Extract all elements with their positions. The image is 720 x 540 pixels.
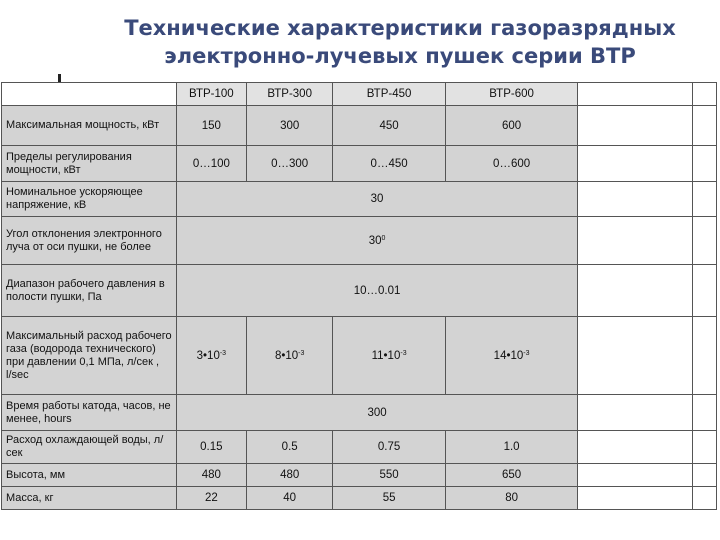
cell-value	[247, 317, 333, 395]
cell-value: 480	[247, 464, 333, 487]
cell-value: 0.75	[333, 431, 445, 464]
cell-value	[445, 317, 578, 395]
empty-cell	[692, 182, 716, 217]
title-line-1: Технические характеристики газоразрядных	[124, 16, 676, 40]
header-model: ВТР-300	[247, 83, 333, 106]
empty-cell	[578, 487, 692, 510]
row-label: Максимальный расход рабочего газа (водорода технического) при давлении 0,1 МПа, л/сек , l/sec	[2, 317, 177, 395]
empty-cell	[578, 265, 692, 317]
superscript: -3	[523, 349, 530, 357]
header-model: ВТР-100	[176, 83, 246, 106]
table-row	[2, 217, 717, 265]
cell-value: 450	[333, 106, 445, 146]
title-line-2: электронно-лучевых пушек серии ВТР	[164, 44, 636, 68]
table-row	[2, 182, 717, 217]
header-corner	[2, 83, 177, 106]
row-label: Максимальная мощность, кВт	[2, 106, 177, 146]
empty-cell	[692, 487, 716, 510]
row-label: Время работы катода, часов, не менее, hours	[2, 395, 177, 431]
cell-value: 0…100	[176, 146, 246, 182]
value-text: 11•10	[371, 349, 401, 362]
cell-value: 1.0	[445, 431, 578, 464]
empty-cell	[692, 317, 716, 395]
value-text: 3•10	[196, 349, 220, 362]
empty-cell	[578, 317, 692, 395]
row-label: Угол отклонения электронного луча от оси пушки, не более	[2, 217, 177, 265]
empty-cell	[692, 464, 716, 487]
cell-value: 55	[333, 487, 445, 510]
empty-cell	[692, 106, 716, 146]
cell-value: 22	[176, 487, 246, 510]
empty-cell	[692, 431, 716, 464]
cell-value: 0…300	[247, 146, 333, 182]
table-header-row	[2, 83, 717, 106]
cell-value: 480	[176, 464, 246, 487]
header-model: ВТР-450	[333, 83, 445, 106]
empty-cell	[692, 146, 716, 182]
table-row	[2, 106, 717, 146]
row-label: Пределы регулирования мощности, кВт	[2, 146, 177, 182]
cell-value	[176, 317, 246, 395]
empty-cell	[578, 431, 692, 464]
cell-value: 0.15	[176, 431, 246, 464]
merged-number: 30	[368, 234, 382, 247]
page-title	[100, 14, 700, 70]
cell-value: 0.5	[247, 431, 333, 464]
row-label: Масса, кг	[2, 487, 177, 510]
superscript: 0	[381, 234, 386, 242]
value-text: 14•10	[493, 349, 524, 362]
cell-value: 0…450	[333, 146, 445, 182]
merged-value: 300	[176, 395, 578, 431]
cell-value: 80	[445, 487, 578, 510]
header-blank	[692, 83, 716, 106]
row-label: Диапазон рабочего давления в полости пушки, Па	[2, 265, 177, 317]
superscript: -3	[400, 349, 407, 357]
table-row	[2, 464, 717, 487]
empty-cell	[578, 182, 692, 217]
cell-value: 0…600	[445, 146, 578, 182]
specs-table	[1, 82, 717, 510]
table-row	[2, 431, 717, 464]
cell-value: 150	[176, 106, 246, 146]
table-row	[2, 265, 717, 317]
cell-value	[333, 317, 445, 395]
empty-cell	[578, 395, 692, 431]
superscript: -3	[298, 349, 305, 357]
cell-value: 300	[247, 106, 333, 146]
header-blank	[578, 83, 692, 106]
row-label: Высота, мм	[2, 464, 177, 487]
table-row	[2, 395, 717, 431]
cell-value: 600	[445, 106, 578, 146]
row-label: Номинальное ускоряющее напряжение, кВ	[2, 182, 177, 217]
table-row	[2, 317, 717, 395]
table-row	[2, 487, 717, 510]
empty-cell	[692, 265, 716, 317]
empty-cell	[692, 217, 716, 265]
table-row	[2, 146, 717, 182]
cell-value: 550	[333, 464, 445, 487]
empty-cell	[578, 217, 692, 265]
merged-value: 30	[176, 182, 578, 217]
row-label: Расход охлаждающей воды, л/сек	[2, 431, 177, 464]
cell-value: 650	[445, 464, 578, 487]
empty-cell	[578, 464, 692, 487]
value-text: 8•10	[274, 349, 299, 362]
header-model: ВТР-600	[445, 83, 578, 106]
empty-cell	[578, 106, 692, 146]
merged-value	[176, 217, 578, 265]
empty-cell	[692, 395, 716, 431]
empty-cell	[578, 146, 692, 182]
superscript: -3	[219, 349, 227, 357]
cell-value: 40	[247, 487, 333, 510]
merged-value: 10…0.01	[176, 265, 578, 317]
